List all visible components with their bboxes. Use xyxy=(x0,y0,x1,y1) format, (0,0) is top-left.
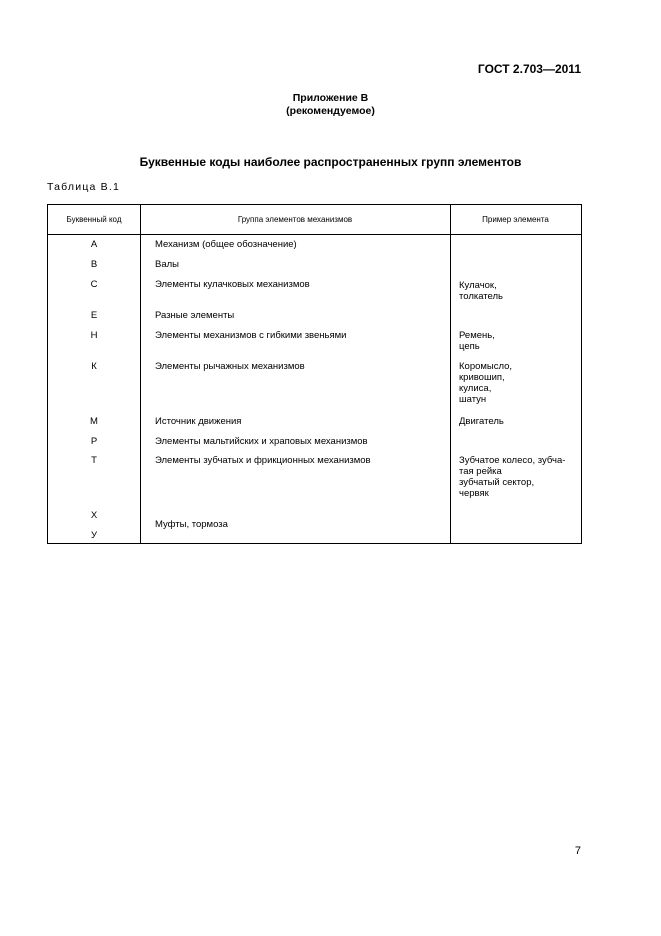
row-example: Кулачок, толкатель xyxy=(459,280,504,302)
section-title: Буквенные коды наиболее распространенных групп элементов xyxy=(139,155,522,169)
row-code: У xyxy=(90,530,98,541)
row-group: Разные элементы xyxy=(155,310,235,321)
row-group: Элементы рычажных механизмов xyxy=(155,361,305,372)
row-code: В xyxy=(90,259,98,270)
row-group: Элементы кулачковых механизмов xyxy=(155,279,310,290)
page-number: 7 xyxy=(574,845,581,857)
row-group: Источник движения xyxy=(155,416,242,427)
column-divider xyxy=(140,205,141,543)
row-code: К xyxy=(91,361,97,372)
row-group: Элементы мальтийских и храповых механизмов xyxy=(155,436,368,447)
row-code: А xyxy=(90,239,98,250)
appendix-subtitle: (рекомендуемое) xyxy=(286,105,375,117)
row-example: Ремень, цепь xyxy=(459,330,495,352)
row-code: Н xyxy=(90,330,98,341)
row-group: Элементы зубчатых и фрикционных механизмов xyxy=(155,455,371,466)
row-group: Элементы механизмов с гибкими звеньями xyxy=(155,330,347,341)
row-example: Двигатель xyxy=(459,416,504,427)
column-header-group: Группа элементов механизмов xyxy=(237,215,353,224)
row-code: С xyxy=(90,279,98,290)
table-label: Таблица В.1 xyxy=(47,181,121,193)
appendix-title: Приложение В xyxy=(292,92,369,104)
row-code: Р xyxy=(90,436,98,447)
column-divider xyxy=(450,205,451,543)
row-group: Валы xyxy=(155,259,179,270)
row-group-merged: Муфты, тормоза xyxy=(155,519,228,530)
row-example: Зубчатое колесо, зубча- тая рейка зубчатый сектор, червяк xyxy=(459,455,566,499)
codes-table xyxy=(47,204,582,544)
row-code: Т xyxy=(91,455,97,466)
column-header-code: Буквенный код xyxy=(66,215,122,224)
row-code: Х xyxy=(90,510,98,521)
standard-number: ГОСТ 2.703—2011 xyxy=(477,62,581,76)
row-code: Е xyxy=(90,310,98,321)
row-code: М xyxy=(90,416,98,427)
row-example: Коромысло, кривошип, кулиса, шатун xyxy=(459,361,513,405)
row-group: Механизм (общее обозначение) xyxy=(155,239,297,250)
column-header-example: Пример элемента xyxy=(482,215,549,224)
